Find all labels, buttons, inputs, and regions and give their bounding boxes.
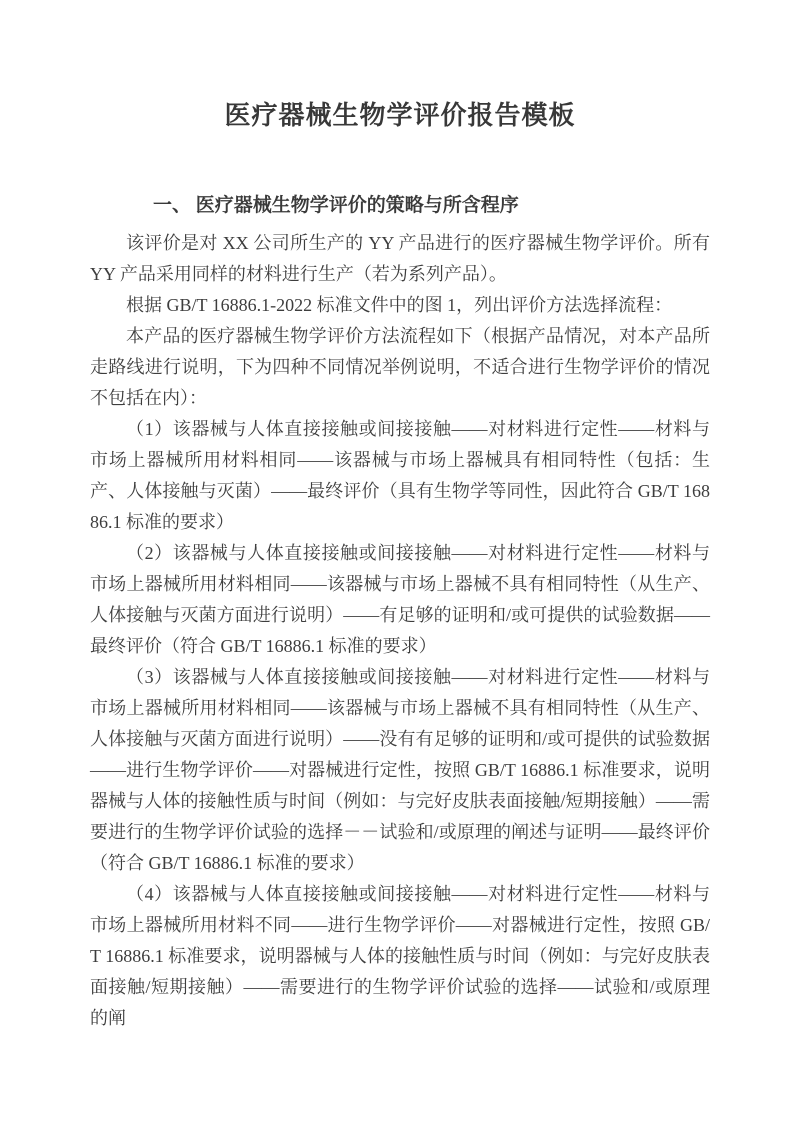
paragraph-standard-reference: 根据 GB/T 16886.1-2022 标准文件中的图 1，列出评价方法选择流程： xyxy=(126,295,673,315)
paragraph-intro: 该评价是对 XX 公司所生产的 YY 产品进行的医疗器械生物学评价。所有 YY 产品采用同样的材料进行生产（若为系列产品）。 xyxy=(90,233,710,284)
paragraph-flow-overview: 本产品的医疗器械生物学评价方法流程如下（根据产品情况，对本产品所走路线进行说明，下为四种不同情况举例说明，不适合进行生物学评价的情况不包括在内）： xyxy=(90,326,710,408)
paragraph-case-4: （4）该器械与人体直接接触或间接接触——对材料进行定性——材料与市场上器械所用材料不同——进行生物学评价——对器械进行定性，按照 GB/T 16886.1 标准要求，说明器械与人体的接触性质与时间（例如：与完好皮肤表面接触/短期接触）——需要进行的生物学评价试验的选择——试验和/或原理的阐 xyxy=(90,884,710,1028)
document-title: 医疗器械生物学评价报告模板 xyxy=(224,101,576,130)
paragraph-case-2: （2）该器械与人体直接接触或间接接触——对材料进行定性——材料与市场上器械所用材料相同——该器械与市场上器械不具有相同特性（从生产、人体接触与灭菌方面进行说明）——有足够的证明和/或可提供的试验数据——最终评价（符合 GB/T 16886.1 标准的要求） xyxy=(90,543,710,656)
paragraph-case-3: （3）该器械与人体直接接触或间接接触——对材料进行定性——材料与市场上器械所用材料相同——该器械与市场上器械不具有相同特性（从生产、人体接触与灭菌方面进行说明）——没有有足够的证明和/或可提供的试验数据——进行生物学评价——对器械进行定性，按照 GB/T 16886.1 标准要求，说明器械与人体的接触性质与时间（例如：与完好皮肤表面接触/短期接触）——需要进行的生物学评价试验的选择－－试验和/或原理的阐述与证明——最终评价（符合 GB/T 16886.1 标准的要求） xyxy=(90,667,710,873)
paragraph-case-1: （1）该器械与人体直接接触或间接接触——对材料进行定性——材料与市场上器械所用材料相同——该器械与市场上器械具有相同特性（包括：生产、人体接触与灭菌）——最终评价（具有生物学等同性，因此符合 GB/T 16886.1 标准的要求） xyxy=(90,419,710,532)
document-body xyxy=(90,228,710,1034)
section-heading: 一、 医疗器械生物学评价的策略与所含程序 xyxy=(153,195,519,216)
